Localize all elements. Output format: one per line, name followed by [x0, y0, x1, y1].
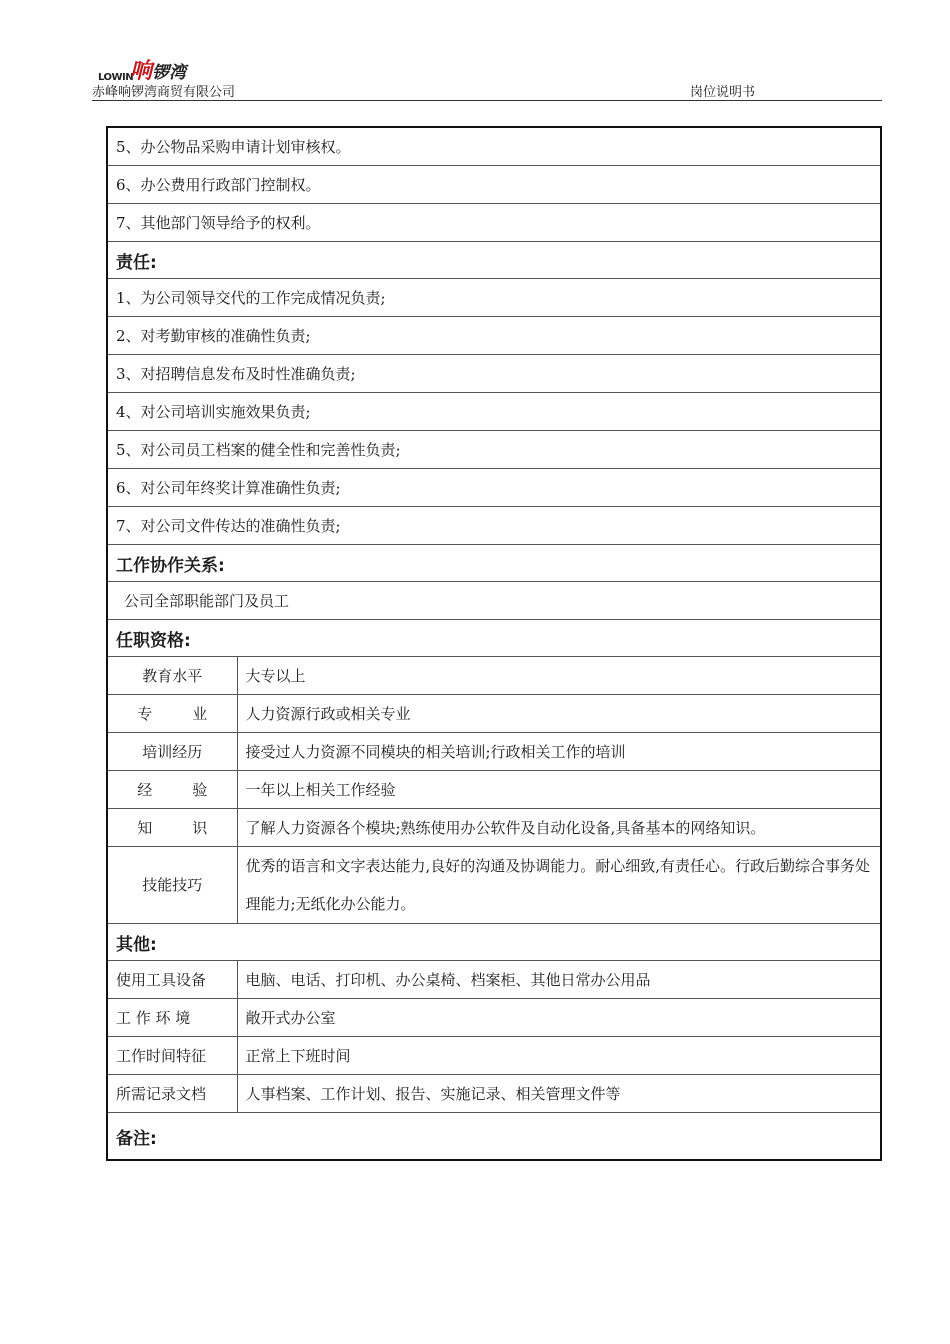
responsibility-row	[107, 317, 881, 355]
qualification-row-knowledge	[107, 809, 881, 847]
other-value: 人事档案、工作计划、报告、实施记录、相关管理文件等	[237, 1075, 881, 1113]
page-header	[92, 50, 882, 101]
remarks-row	[107, 1113, 881, 1161]
power-item: 7、其他部门领导给予的权利。	[107, 204, 881, 242]
qualification-value: 大专以上	[237, 657, 881, 695]
responsibility-row	[107, 431, 881, 469]
qualification-value: 人力资源行政或相关专业	[237, 695, 881, 733]
power-row	[107, 166, 881, 204]
qualification-label: 培训经历	[107, 733, 237, 771]
other-label: 所需记录文档	[107, 1075, 237, 1113]
other-row-hours	[107, 1037, 881, 1075]
other-value: 正常上下班时间	[237, 1037, 881, 1075]
qualification-value: 一年以上相关工作经验	[237, 771, 881, 809]
collaboration-heading: 工作协作关系:	[107, 545, 881, 582]
logo-latin-text: LOWIN	[98, 72, 134, 83]
qualifications-heading: 任职资格:	[107, 620, 881, 657]
power-row	[107, 127, 881, 166]
job-description-table	[106, 126, 882, 1161]
qualifications-heading-row	[107, 620, 881, 657]
qualification-row-education	[107, 657, 881, 695]
qualification-row-skills	[107, 847, 881, 924]
responsibility-heading: 责任:	[107, 242, 881, 279]
responsibility-item: 7、对公司文件传达的准确性负责;	[107, 507, 881, 545]
other-value: 电脑、电话、打印机、办公桌椅、档案柜、其他日常办公用品	[237, 961, 881, 999]
other-value: 敞开式办公室	[237, 999, 881, 1037]
company-name: 赤峰响锣湾商贸有限公司	[92, 85, 236, 100]
other-row-environment	[107, 999, 881, 1037]
other-heading-row	[107, 924, 881, 961]
remarks-heading: 备注:	[107, 1113, 881, 1161]
responsibility-item: 4、对公司培训实施效果负责;	[107, 393, 881, 431]
other-row-documents	[107, 1075, 881, 1113]
other-label: 工 作 环 境	[107, 999, 237, 1037]
other-label: 使用工具设备	[107, 961, 237, 999]
logo-cjk-text: 响锣湾	[130, 58, 187, 84]
document-type: 岗位说明书	[690, 85, 756, 100]
qualification-value: 了解人力资源各个模块;熟练使用办公软件及自动化设备,具备基本的网络知识。	[237, 809, 881, 847]
other-heading: 其他:	[107, 924, 881, 961]
qualification-label: 教育水平	[107, 657, 237, 695]
responsibility-row	[107, 355, 881, 393]
qualification-row-training	[107, 733, 881, 771]
responsibility-item: 3、对招聘信息发布及时性准确负责;	[107, 355, 881, 393]
responsibility-row	[107, 393, 881, 431]
responsibility-item: 2、对考勤审核的准确性负责;	[107, 317, 881, 355]
responsibility-heading-row	[107, 242, 881, 279]
qualification-value: 优秀的语言和文字表达能力,良好的沟通及协调能力。耐心细致,有责任心。行政后勤综合事务处理能力;无纸化办公能力。	[237, 847, 881, 924]
responsibility-row	[107, 279, 881, 317]
qualification-row-experience	[107, 771, 881, 809]
qualification-label: 技能技巧	[107, 847, 237, 924]
collaboration-row	[107, 582, 881, 620]
collaboration-text: 公司全部职能部门及员工	[107, 582, 881, 620]
responsibility-row	[107, 469, 881, 507]
qualification-value: 接受过人力资源不同模块的相关培训;行政相关工作的培训	[237, 733, 881, 771]
responsibility-item: 6、对公司年终奖计算准确性负责;	[107, 469, 881, 507]
responsibility-item: 1、为公司领导交代的工作完成情况负责;	[107, 279, 881, 317]
collaboration-heading-row	[107, 545, 881, 582]
qualification-label: 经 验	[107, 771, 237, 809]
power-row	[107, 204, 881, 242]
responsibility-item: 5、对公司员工档案的健全性和完善性负责;	[107, 431, 881, 469]
qualification-label: 专 业	[107, 695, 237, 733]
power-item: 6、办公费用行政部门控制权。	[107, 166, 881, 204]
responsibility-row	[107, 507, 881, 545]
qualification-row-major	[107, 695, 881, 733]
qualification-label: 知 识	[107, 809, 237, 847]
other-row-tools	[107, 961, 881, 999]
other-label: 工作时间特征	[107, 1037, 237, 1075]
power-item: 5、办公物品采购申请计划审核权。	[107, 127, 881, 166]
